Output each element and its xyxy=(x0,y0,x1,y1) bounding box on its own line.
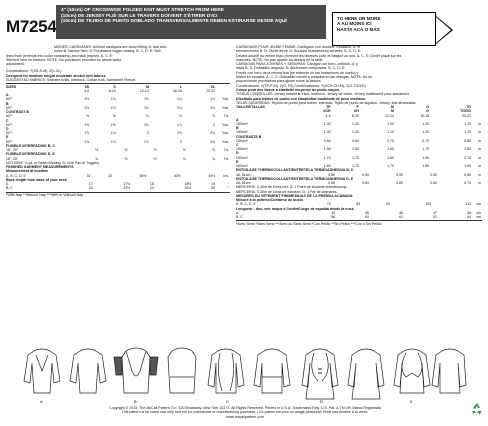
table-cell: cm xyxy=(476,215,481,220)
table-cell: cm xyxy=(476,210,481,215)
table-cell: 0.60 xyxy=(323,138,331,143)
row-label: E xyxy=(6,135,9,140)
table-cell: ⅝ xyxy=(182,156,186,161)
table-cell: m xyxy=(478,138,481,143)
telas-sugeridas: TELAS SUGERIDAS: Tejidos de punto para suéter, Interlock, Tejido de punto de algodón, Jersey, tela afranelada. xyxy=(236,100,417,105)
row-label: CONTRAST B xyxy=(6,110,29,115)
table-cell: 84 xyxy=(356,202,361,207)
table-cell: 1.60 xyxy=(387,147,394,152)
table-cell: 1.50 xyxy=(352,147,359,152)
row-label: D xyxy=(236,151,239,156)
description-line: MISSES' CARDIGANS: Unlined cardigans are close-fitting. A, and arm- xyxy=(54,45,168,49)
pattern-number: M7254 xyxy=(6,17,57,36)
table-cell: 1.00 xyxy=(323,130,331,135)
table-cell: 0.50 xyxy=(430,172,437,177)
mesure-poitrine-title: Mesure à la poitrine/Contorno de busto xyxy=(236,198,303,203)
mesures-title: MESURES DU VÊTEMENT FINI/MEDIDAS DE LA PRENDA ACABADA xyxy=(236,193,353,198)
nap-footnote: *With Nap **Without Nap ***With or Without Nap xyxy=(6,193,84,198)
metric-yardage-table xyxy=(236,105,482,168)
table-cell: ½ xyxy=(212,148,215,153)
row-label: A xyxy=(236,117,239,122)
concu-pour: Conçu pour des tissus à élasticité moyenne de poids moyen. xyxy=(236,87,341,92)
sketch-e-back xyxy=(432,349,466,393)
metric-size-number-row: 4-6 8-10 12-14 16-18 20-22 xyxy=(325,113,471,118)
table-cell: 18½ xyxy=(184,182,192,187)
combinaisons: Combinaisons: Y(TP-P-M), Z(G-TG) Combinaciones: Y(XCH-CH-M), Z(G-TG/XG) xyxy=(236,83,366,88)
table-cell: ⅝ xyxy=(153,156,157,161)
table-cell: m xyxy=(478,130,481,135)
fusible-interfacing-bc-title: FUSIBLE INTERFACING B, C xyxy=(6,143,55,148)
table-cell: 46 xyxy=(399,210,403,215)
table-cell: 1.60 xyxy=(323,164,331,168)
spanish-description-line: CARDIGAN PARA JÓVENES Y SEÑORAS: Cardigan sin forro, ceñidos. A, y xyxy=(236,62,358,67)
table-cell: 1.00 xyxy=(387,121,394,126)
copyright-footer xyxy=(30,406,460,419)
table-cell: Yds. xyxy=(221,122,229,127)
table-cell: m xyxy=(478,172,481,177)
garment-sketches xyxy=(20,337,468,405)
table-cell: ¾ xyxy=(145,114,149,119)
table-cell: 1.00 xyxy=(352,130,359,135)
table-cell: 0.70 xyxy=(464,181,471,185)
table-cell: 1⅞ xyxy=(84,131,90,136)
table-cell: 1.50 xyxy=(323,147,331,152)
table-cell: Yd. xyxy=(223,156,229,161)
table-cell: ½ xyxy=(95,148,99,153)
table-cell: cm xyxy=(476,202,481,207)
row-label: E xyxy=(236,159,239,164)
table-cell: 17½ xyxy=(123,182,131,187)
table-cell: 0.60 xyxy=(430,181,437,185)
table-cell: 2¼ xyxy=(210,131,215,136)
finished-measurements-title: FINISHED GARMENT MEASUREMENTS xyxy=(6,165,74,170)
table-cell: 48 xyxy=(467,210,471,215)
french-description-line: CARDIGANS POUR JEUNE FEMME: Cardigans non doublés, moulants. A, et xyxy=(236,45,361,49)
table-cell: Yds. xyxy=(221,105,229,110)
longueur-table xyxy=(236,211,482,219)
table-cell: m xyxy=(478,181,481,185)
website-line: www.mccallpattern.com xyxy=(226,414,264,419)
row-label: 60"* xyxy=(6,97,13,102)
table-cell: 1.30 xyxy=(464,121,471,126)
table-cell: 1.80 xyxy=(422,164,430,168)
back-length-title: Back length from base of your neck xyxy=(6,177,67,182)
sketch-label: A xyxy=(40,399,43,404)
row-label: C xyxy=(6,118,9,123)
to-here-fr: À AU MOINS ICI xyxy=(337,21,372,27)
table-cell: 2⅛ xyxy=(177,131,182,136)
table-cell: 1.90 xyxy=(464,164,471,168)
combinations: Combinations: Y(XS-S-M), Z(L-XL) xyxy=(6,69,62,74)
table-cell: Yd. xyxy=(223,114,229,119)
table-row xyxy=(6,186,230,190)
table-cell: 47 xyxy=(433,210,437,215)
table-cell: 1¼ xyxy=(177,105,182,110)
spanish-description-line: faldón en espalda. A, C, E: Dobladillo cosido a máquina en las mangas. NOTA: No se xyxy=(236,75,372,80)
table-cell: ½ xyxy=(124,148,128,153)
table-cell: 1¾ xyxy=(143,122,149,127)
entoilage-de-title: ENTOILAGE THERMOCOLLANT/ENTRETELA TERMOADHESIVA D, E xyxy=(236,176,354,181)
row-label: B, C xyxy=(6,186,13,191)
table-cell: 1.20 xyxy=(422,130,430,135)
row-label: A xyxy=(236,210,239,215)
table-cell: 113 xyxy=(465,202,471,207)
table-cell: 1⅜ xyxy=(210,105,215,110)
description-line: lined front (extends into collar variations) and back peplum. A, C, E: xyxy=(6,53,114,58)
table-cell: 0.60 xyxy=(362,181,369,185)
table-cell: Yds. xyxy=(221,97,229,102)
table-cell: 79 xyxy=(326,202,331,207)
home-use-line: This pattern is for home use only and not for commercial or manufacturing purposes. / Ce patron est pour un usage personnel. N'est pas destiné à la vente. xyxy=(121,410,369,415)
table-cell: ⅝ xyxy=(95,156,99,161)
table-cell: 1⅛ xyxy=(110,97,116,102)
table-cell: 1⅞ xyxy=(143,139,149,144)
size-number-row: 4-6 8-10 12-14 16-18 20-22 xyxy=(84,89,215,94)
sketch-c-back xyxy=(254,349,290,393)
row-label: 46, 51cm xyxy=(236,181,251,185)
table-cell: 43 xyxy=(331,210,335,215)
table-cell: 64 xyxy=(467,215,471,220)
table-cell: 36½ xyxy=(139,173,147,178)
table-cell: 103 xyxy=(425,202,432,207)
row-label: 150cm* xyxy=(236,155,248,160)
table-cell: 2 xyxy=(179,139,182,144)
table-cell: 31 xyxy=(86,173,91,178)
table-cell: 1.20 xyxy=(422,121,430,126)
table-cell: 1.80 xyxy=(387,155,394,160)
table-cell: 1⅝ xyxy=(84,122,90,127)
description-line: Stitched hem on sleeves. NOTE: No provisions provided for above waist xyxy=(6,57,121,62)
designed-for: Designed for medium weight moderate stretch knit fabrics. xyxy=(6,73,107,78)
tallas-header-row: XCH CH M G TG/XG xyxy=(323,109,471,114)
recycle-icon xyxy=(470,402,484,416)
table-cell: 0.80 xyxy=(464,138,471,143)
sketch-label: E xyxy=(410,399,413,404)
table-cell: ¾ xyxy=(212,156,215,161)
stretch-gauge-bar xyxy=(56,5,326,39)
size-header-row: SIZES XS S M L XL xyxy=(6,84,215,89)
table-cell: 23 xyxy=(88,186,93,191)
copyright-line: Copyright © 2015, The McCall Pattern Co., 120 Broadway, New York 10271. All Rights Reserved. Printed in U.S.A. Trademarks Reg. U.S. Pat. & TM Off. Marca Registrada xyxy=(109,406,381,410)
merceria-line: MERCERÍA: 0,30m de Cinta de extrafort. D: 1 Par de alamares. xyxy=(236,189,338,194)
sketch-d xyxy=(302,349,338,399)
table-cell: 1⅜ xyxy=(210,97,215,102)
table-cell: 0.50 xyxy=(396,172,403,177)
table-cell: ⅞ xyxy=(212,114,215,119)
sens-footnote: *Avec Sens *Sans Sens ***Avec ou Sans Sens *Con Pelillo **Sin Pelillo ***Con o Sin Pelillo xyxy=(236,221,382,226)
french-description-line: emmanchures B, D: Ourlet étroit. D: Boutons brandebourg achetés. B, C, D, E: xyxy=(236,49,362,54)
table-row xyxy=(236,215,482,219)
tailles-header-row: TAILLES/TALLAS TP P M G TG xyxy=(236,105,471,110)
stretch-line-en: 4" (10cm) OF CROSSWISE FOLDED KNIT MUST STRETCH FROM HERE xyxy=(61,8,224,13)
table-cell: 0.70 xyxy=(387,138,394,143)
sketch-label: B xyxy=(134,399,137,404)
table-cell: ⅝ xyxy=(86,114,90,119)
table-cell: 0.60 xyxy=(328,181,335,185)
sketch-c xyxy=(208,349,244,393)
to-here-es: HASTA ACÁ O MÁS xyxy=(337,26,380,32)
table-cell: 1.70 xyxy=(352,155,359,160)
table-cell: ⅝ xyxy=(124,156,128,161)
table-cell: 1.70 xyxy=(387,164,394,168)
row-label: CONTRASTE B xyxy=(236,134,262,139)
mercerie-line: MERCERIE: 0,30m de Extra-fort. D: 1 Paire de boutons brandebourg. xyxy=(236,185,347,190)
table-cell: 0.60 xyxy=(352,138,359,143)
stretch-to-here-box xyxy=(332,12,436,46)
row-label: 150cm* xyxy=(236,130,248,135)
row-label: B, C xyxy=(236,215,243,220)
table-cell: m xyxy=(478,164,481,168)
row-label: A, B, C, D, E xyxy=(236,202,256,207)
table-cell: 0.70 xyxy=(422,138,430,143)
bust-title: Measurement at bustline xyxy=(6,169,49,174)
tissus-conseilles: TISSUS CONSEILLÉS: Jersey imitant le tricot, Interlock, Jersey de coton, Jersey molletonné pour sweatshirt. xyxy=(236,92,410,97)
french-description-line: Devant doublé du même tissu (formant les diverses cols) et basque au dos. A, C, E: Ourlet piqué sur les xyxy=(236,53,402,58)
table-cell: 1.00 xyxy=(352,121,359,126)
table-cell: 2 xyxy=(146,131,149,136)
french-spanish-column xyxy=(236,45,482,226)
row-label: 60"* xyxy=(6,114,13,119)
table-cell: Yd. xyxy=(223,148,229,153)
table-cell: 33 xyxy=(108,173,113,178)
row-label: 60"* xyxy=(6,131,13,136)
table-cell: 0.60 xyxy=(396,181,403,185)
table-cell: Yds. xyxy=(221,139,229,144)
sketch-b-back xyxy=(168,348,196,393)
english-column xyxy=(6,45,230,197)
table-cell: 25 xyxy=(211,186,215,191)
row-label: A xyxy=(6,182,9,187)
row-label: 150cm* xyxy=(236,164,248,168)
table-cell: m xyxy=(478,121,481,126)
table-cell: " xyxy=(227,182,229,187)
table-cell: 18 xyxy=(149,182,154,187)
table-cell: 1.10 xyxy=(387,130,394,135)
row-label: B xyxy=(6,101,9,106)
table-cell: ½ xyxy=(182,148,186,153)
entoilage-bc-title: ENTOILAGE THERMOCOLLANT/ENTRETELA TERMOADHESIVA B, C xyxy=(236,168,354,173)
table-cell: 1⅛ xyxy=(110,105,116,110)
to-here-en: TO HERE OR MORE xyxy=(337,16,381,21)
row-label: 150cm* xyxy=(236,147,248,152)
table-cell: 1.70 xyxy=(323,155,331,160)
table-cell: 1.80 xyxy=(464,147,471,152)
table-cell: 1⅞ xyxy=(110,139,116,144)
row-label: 150cm* xyxy=(236,121,248,126)
french-description-line: manches. NOTE: Ne pas ajuster au-dessus de la taille. xyxy=(236,57,324,62)
table-cell: 1¼ xyxy=(177,97,182,102)
row-label: A, B, C, D, E xyxy=(6,173,26,178)
description-line: holes B: Narrow hem. D: Purchased toggle closing. B, C, D, E: Self- xyxy=(54,49,162,54)
sketch-d-back xyxy=(348,349,384,399)
table-cell: 1.70 xyxy=(422,147,430,152)
table-cell: 45 xyxy=(365,210,369,215)
sketch-label: C xyxy=(226,399,229,404)
table-cell: ¾ xyxy=(178,114,182,119)
notions: NOTIONS: ¼ yd. of Seam Binding. D: One Pair of Toggles. xyxy=(6,160,100,165)
table-cell: 60 xyxy=(365,215,369,220)
table-cell: 44½ xyxy=(208,173,215,178)
row-label: D xyxy=(6,126,9,131)
table-cell: 0.50 xyxy=(362,172,369,177)
sketch-e xyxy=(394,349,430,393)
sketch-label: D xyxy=(320,399,323,404)
table-cell: 2 xyxy=(213,122,215,127)
table-cell: 1⅛ xyxy=(84,105,90,110)
table-cell: 58 xyxy=(331,215,335,220)
table-cell: 1⅝ xyxy=(110,122,116,127)
table-cell: 1¼ xyxy=(143,105,149,110)
stretch-line-es: (10cm) DE TEJIDO DE PUNTO DOBLADO TRANSVERSALMENTE DEBEN ESTIRARSE DESDE AQUÍ xyxy=(61,19,287,25)
table-cell: Ins. xyxy=(223,173,229,178)
table-cell: 1¾ xyxy=(84,139,90,144)
row-label: 18", 20" xyxy=(6,148,19,153)
back-length-table xyxy=(6,182,230,190)
table-cell: 1⅛ xyxy=(143,97,149,102)
table-cell: 1⅛ xyxy=(84,97,90,102)
spanish-description-line: proporcionan provisiones para ajuste sobre la cintura. xyxy=(236,79,322,84)
table-cell: 19 xyxy=(211,182,215,187)
table-cell: 62 xyxy=(433,215,437,220)
fusible-interfacing-de-title: FUSIBLE INTERFACING D, E xyxy=(6,152,55,157)
row-label: 18", 20" xyxy=(6,156,19,161)
table-cell: ½ xyxy=(153,148,157,153)
table-cell: ⅝ xyxy=(112,114,116,119)
spanish-description-line: sisas B, D: Dobladillo angosto. D: Abotonado comprados. B, C, D, E: xyxy=(236,66,346,71)
table-cell: m xyxy=(478,147,481,152)
table-cell: 2.10 xyxy=(464,155,471,160)
row-label: A xyxy=(6,93,9,98)
disenado-para: Diseñado para tejidos de punto con elasticidad moderada de peso mediano. xyxy=(236,96,367,101)
table-cell: 1⅞ xyxy=(177,122,182,127)
table-cell: 23½ xyxy=(123,186,131,191)
row-label: 150cm* xyxy=(236,138,248,143)
table-cell: 0.50 xyxy=(328,172,335,177)
table-cell: 61 xyxy=(399,215,403,220)
row-label: 60"* xyxy=(6,139,13,144)
table-cell: " xyxy=(227,186,229,191)
sketch-b xyxy=(114,348,158,393)
sketch-a xyxy=(24,349,60,393)
table-cell: Yds. xyxy=(221,131,229,136)
yardage-table xyxy=(6,85,230,144)
table-cell: 1.00 xyxy=(323,121,331,126)
table-cell: 24 xyxy=(149,186,154,191)
table-cell: m xyxy=(478,155,481,160)
row-label: 46, 51cm xyxy=(236,172,251,177)
table-cell: 1⅞ xyxy=(110,131,116,136)
table-cell: 2⅛ xyxy=(210,139,215,144)
row-label: 60"* xyxy=(6,122,13,127)
row-label: B xyxy=(236,126,239,131)
table-cell: 17 xyxy=(88,182,93,187)
table-cell: 1.70 xyxy=(352,164,359,168)
suggested-fabrics: SUGGESTED FABRICS: Sweater Knits, Interlock, Cotton Knit, Sweatshirt Fleece. xyxy=(6,78,137,83)
sketch-a-back xyxy=(70,349,106,393)
spanish-description-line: Frente con forro de la misma tela (se extiende en las variaciones de cuello) y xyxy=(236,70,359,75)
description-line: adjustment. xyxy=(6,62,25,67)
stretch-line-fr: (10cm) DE JERSEY PLIÉ SUR LE TRAVERS DOIVENT S'ÉTIRER D'ICI xyxy=(61,13,218,19)
table-cell: 1.30 xyxy=(464,130,471,135)
table-cell: 0.50 xyxy=(464,172,471,177)
row-label: C xyxy=(236,142,239,147)
row-label: 60"* xyxy=(6,105,13,110)
table-cell: 93 xyxy=(385,202,390,207)
table-cell: 1.90 xyxy=(422,155,430,160)
table-cell: 40½ xyxy=(173,173,181,178)
table-cell: 24½ xyxy=(184,186,192,191)
longueur-title: Longueur - dos, voir nuque à l'ourlet/Largo de espalda desde la nuca xyxy=(236,206,354,211)
